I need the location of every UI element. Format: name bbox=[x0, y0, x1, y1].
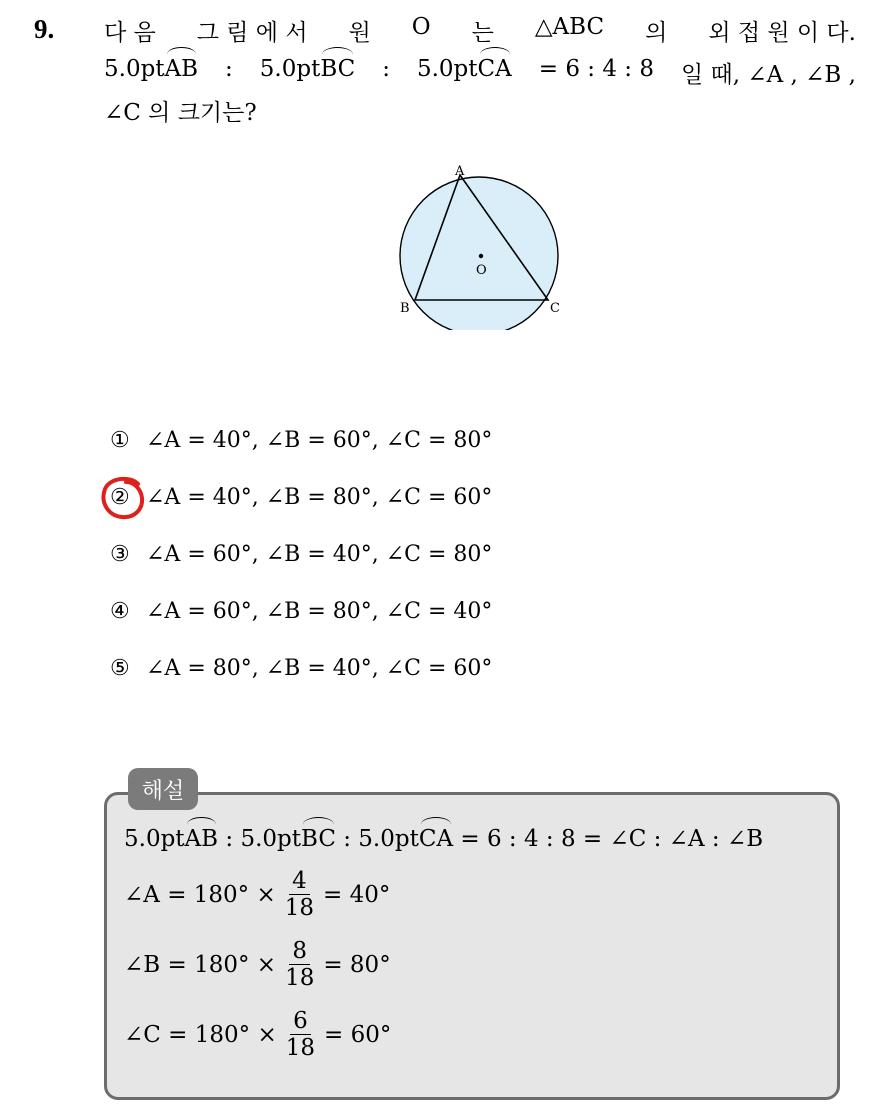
question-number: 9. bbox=[34, 14, 55, 44]
option-number: ④ bbox=[110, 599, 130, 624]
option-number: ② bbox=[110, 485, 130, 510]
fraction: $\frac{6}{18}$ bbox=[285, 1008, 316, 1062]
answer-circle-mark bbox=[98, 474, 150, 522]
ratio-value: = 6 : 4 : 8 bbox=[538, 56, 654, 82]
arc-term: 5.0ptAB bbox=[104, 56, 199, 82]
option-number: ③ bbox=[110, 542, 130, 567]
option-text: ∠A = 60°, ∠B = 40°, ∠C = 80° bbox=[146, 542, 493, 567]
option-text: ∠A = 40°, ∠B = 80°, ∠C = 60° bbox=[146, 485, 493, 510]
ratio-separator: : bbox=[225, 56, 233, 82]
center-label-o: O bbox=[476, 263, 487, 278]
vertex-label-b: B bbox=[400, 301, 410, 316]
arc-bc: BC bbox=[300, 826, 336, 852]
option-5[interactable] bbox=[110, 656, 492, 681]
question-line-3: ∠C 의 크기는? bbox=[104, 100, 257, 126]
arc-ab: AB bbox=[184, 826, 219, 852]
solution-angle-c: ∠C = 180° × $\frac{6}{18}$ = 60° bbox=[124, 1008, 392, 1062]
option-2[interactable] bbox=[110, 485, 492, 510]
vertex-label-a: A bbox=[455, 164, 465, 179]
arc-term: 5.0ptCA bbox=[416, 56, 512, 82]
arc-ab: AB bbox=[164, 56, 199, 82]
question-line-1 bbox=[104, 14, 856, 47]
question-tail: 일 때, ∠A , ∠B , bbox=[680, 62, 856, 88]
option-text: ∠A = 80°, ∠B = 40°, ∠C = 60° bbox=[146, 656, 493, 681]
question-word: 그 림 에 서 bbox=[196, 20, 308, 46]
question-word: 는 bbox=[471, 20, 494, 46]
question-word: 외 접 원 이 다. bbox=[708, 20, 856, 46]
question-word: △ABC bbox=[534, 14, 605, 40]
solution-angle-a: ∠A = 180° × $\frac{4}{18}$ = 40° bbox=[124, 868, 391, 922]
arc-ca: CA bbox=[418, 826, 454, 852]
arc-term: 5.0ptBC bbox=[259, 56, 356, 82]
option-text: ∠A = 60°, ∠B = 80°, ∠C = 40° bbox=[146, 599, 493, 624]
question-word: 의 bbox=[645, 20, 668, 46]
center-point bbox=[479, 254, 483, 258]
option-number: ① bbox=[110, 428, 130, 453]
question-word: O bbox=[411, 14, 431, 40]
option-3[interactable] bbox=[110, 542, 492, 567]
arc-ca: CA bbox=[477, 56, 512, 82]
fraction: $\frac{8}{18}$ bbox=[285, 938, 315, 992]
arc-bc: BC bbox=[320, 56, 356, 82]
circumcircle-figure bbox=[390, 160, 570, 330]
solution-angle-b: ∠B = 180° × $\frac{8}{18}$ = 80° bbox=[124, 938, 391, 992]
solution-ratio-line: 5.0ptAB : 5.0ptBC : 5.0ptCA = 6 : 4 : 8 = ∠C : ∠A : ∠B bbox=[124, 826, 764, 852]
question-word: 다 음 bbox=[104, 20, 156, 46]
circumcircle bbox=[400, 177, 558, 330]
question-word: 원 bbox=[348, 20, 371, 46]
option-number: ⑤ bbox=[110, 656, 130, 681]
option-4[interactable] bbox=[110, 599, 492, 624]
vertex-label-c: C bbox=[550, 301, 560, 316]
fraction: $\frac{4}{18}$ bbox=[284, 868, 315, 922]
option-text: ∠A = 40°, ∠B = 60°, ∠C = 80° bbox=[146, 428, 493, 453]
question-line-2 bbox=[104, 56, 856, 89]
option-1[interactable] bbox=[110, 428, 492, 453]
ratio-separator: : bbox=[382, 56, 390, 82]
solution-tag: 해설 bbox=[128, 768, 198, 810]
